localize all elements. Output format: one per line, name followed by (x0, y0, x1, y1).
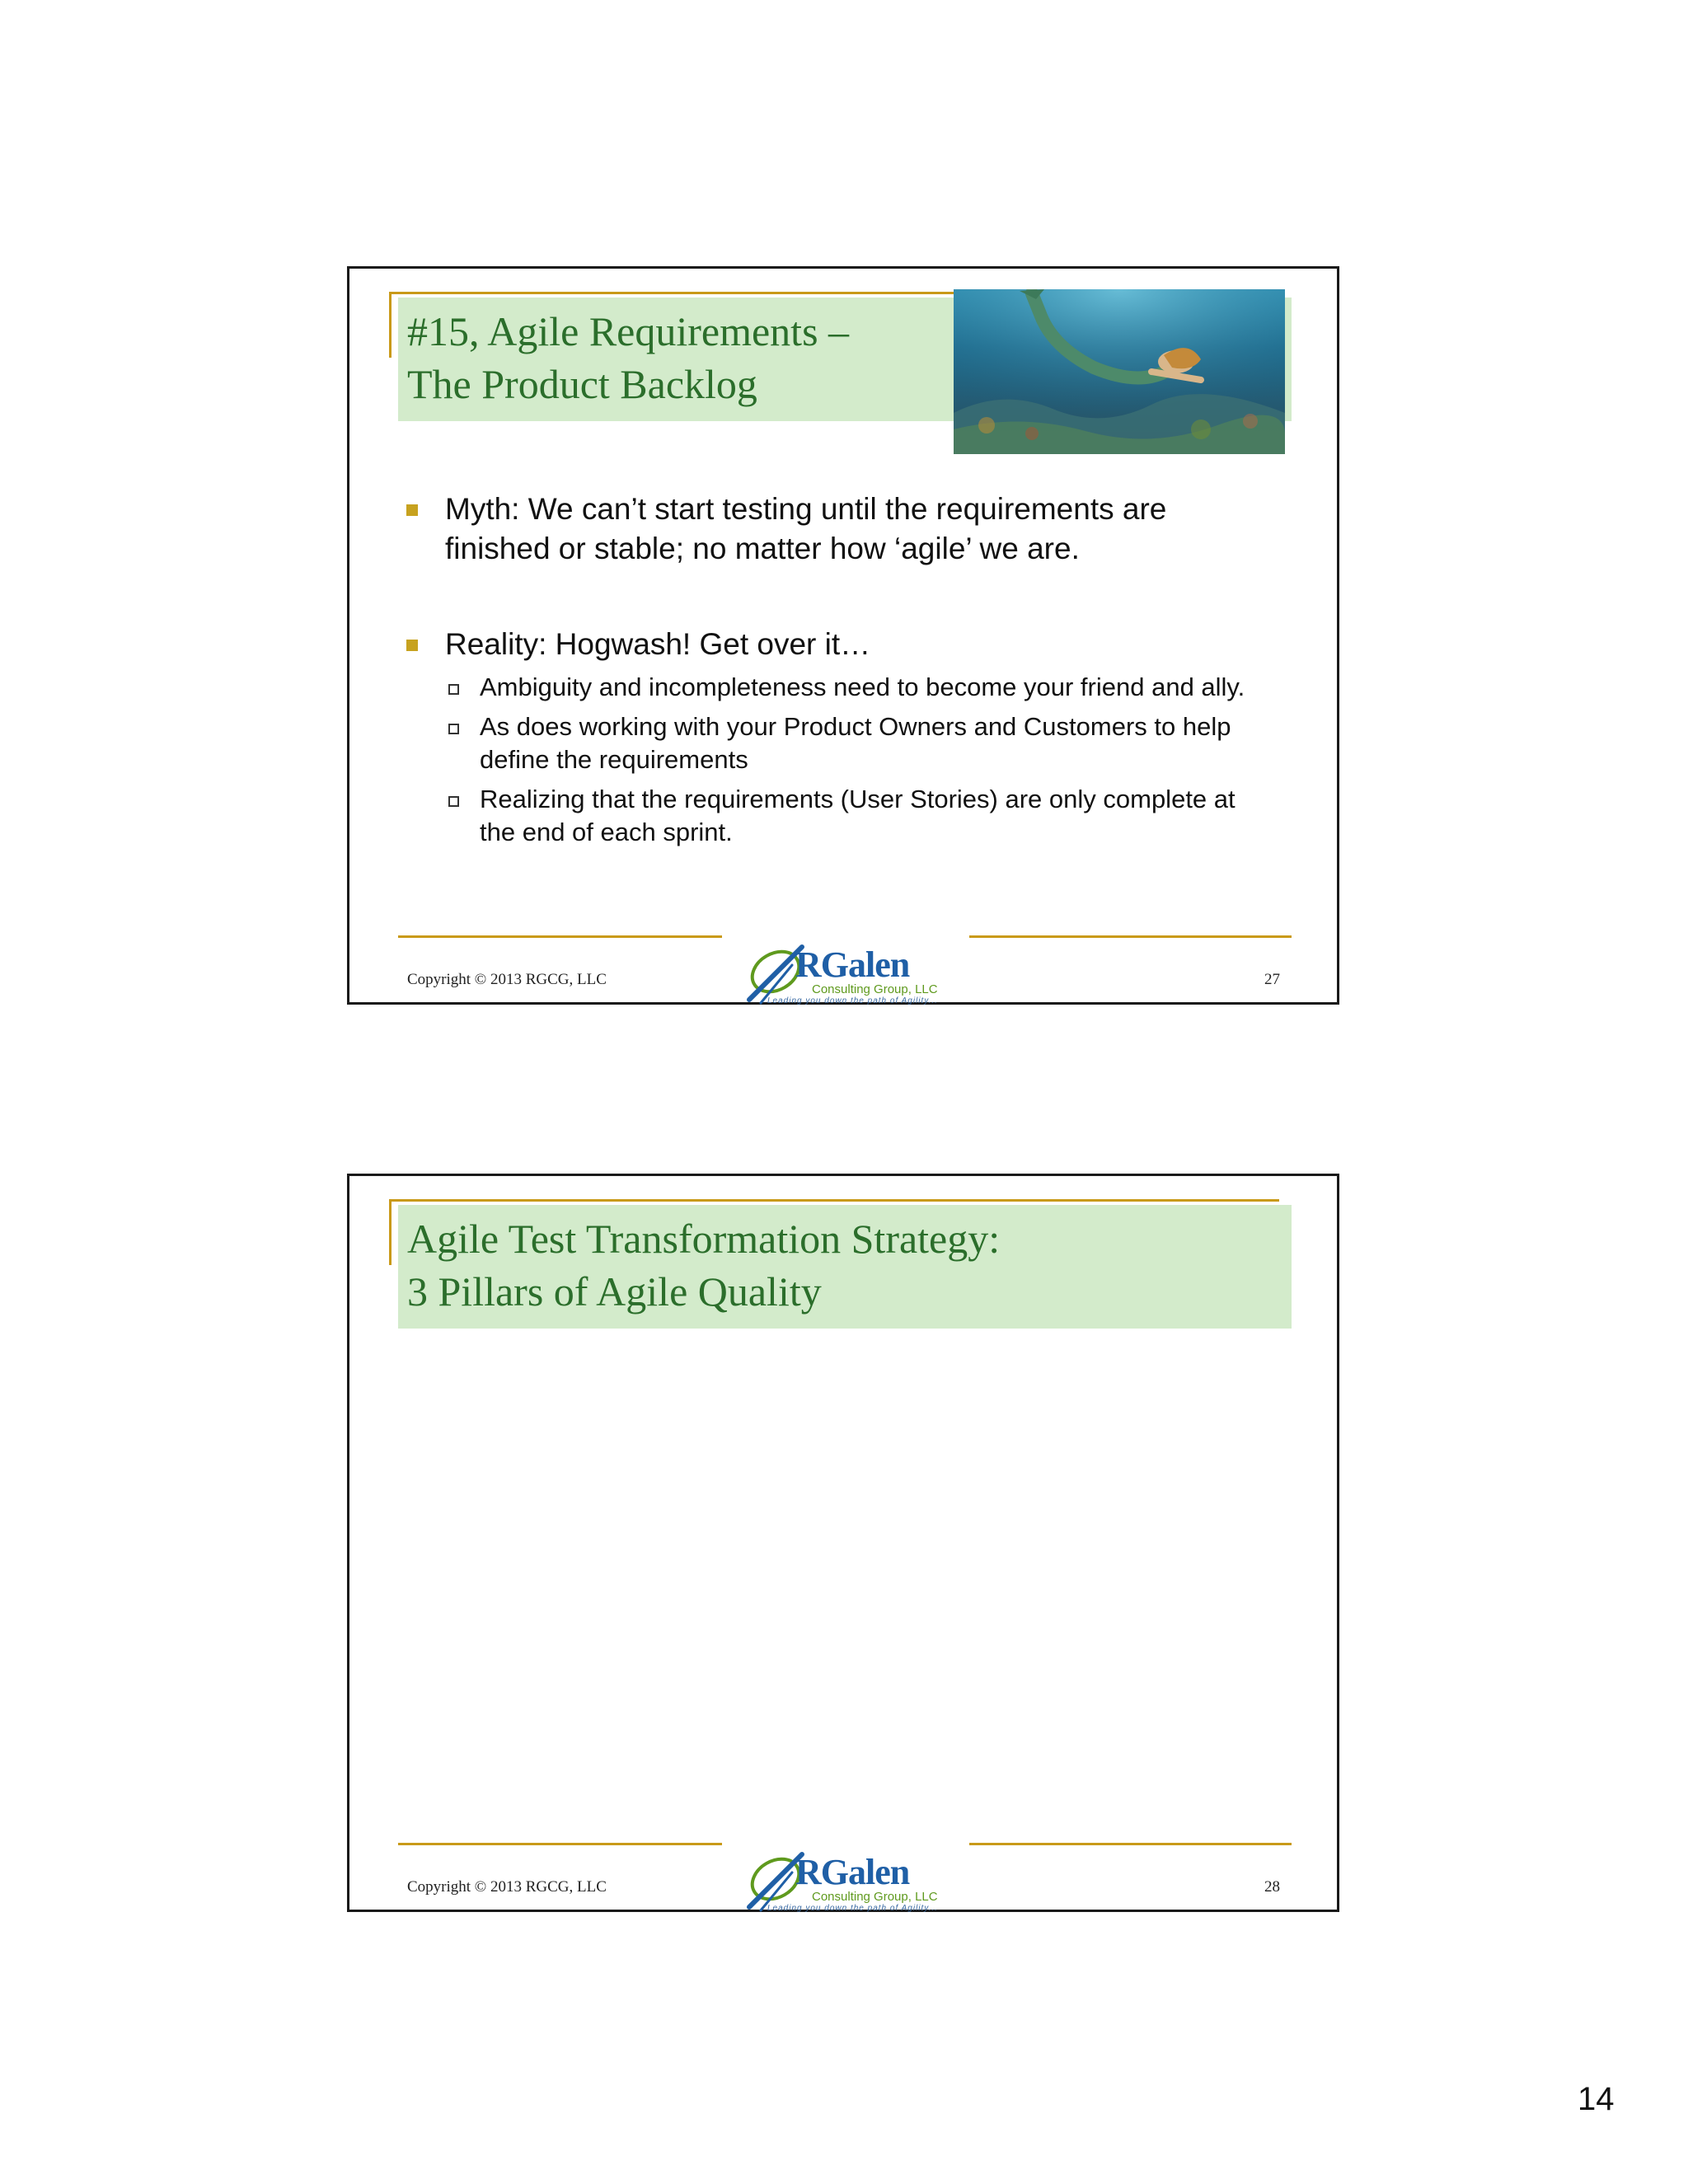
sub-list-item (402, 671, 1259, 704)
rgalen-logo (743, 942, 957, 1008)
list-item (402, 490, 1259, 569)
slide-27 (347, 266, 1339, 1005)
logo-subtitle: Consulting Group, LLC (812, 1890, 938, 1904)
footer-rule-right (969, 1843, 1292, 1845)
rgalen-logo (743, 1849, 957, 1915)
logo-subtitle: Consulting Group, LLC (812, 982, 938, 996)
slide-number: 28 (1264, 1878, 1280, 1896)
checkbox-bullet-icon (448, 684, 459, 695)
footer-rule-left (398, 935, 722, 938)
slide-number: 27 (1264, 971, 1280, 988)
copyright-text: Copyright © 2013 RGCG, LLC (407, 971, 607, 988)
logo-tagline: Leading you down the path of Agility... (767, 1904, 938, 1913)
slide-28 (347, 1174, 1339, 1912)
slide-title: Agile Test Transformation Strategy: 3 Pillars of Agile Quality (407, 1216, 1001, 1315)
bullet-text: Myth: We can’t start testing until the requirements are finished or stable; no matter how ‘agile’ we are. (445, 492, 1167, 565)
checkbox-bullet-icon (448, 724, 459, 734)
title-gold-rule (389, 1199, 1279, 1202)
sub-bullet-text: Realizing that the requirements (User Stories) are only complete at the end of each sprint. (480, 785, 1236, 846)
square-bullet-icon (406, 640, 418, 651)
mermaid-underwater-photo (954, 289, 1285, 454)
footer-rule-left (398, 1843, 722, 1845)
list-item (402, 625, 1259, 664)
title-gold-bracket (389, 1199, 392, 1265)
checkbox-bullet-icon (448, 796, 459, 807)
bullet-list (402, 490, 1259, 849)
logo-tagline: Leading you down the path of Agility... (767, 996, 938, 1005)
bullet-text: Reality: Hogwash! Get over it… (445, 627, 871, 661)
sub-bullet-text: Ambiguity and incompleteness need to become your friend and ally. (480, 673, 1245, 701)
footer-rule-right (969, 935, 1292, 938)
square-bullet-icon (406, 504, 418, 516)
sub-list-item (402, 710, 1259, 776)
document-page-number: 14 (1578, 2081, 1615, 2117)
title-gold-bracket (389, 292, 392, 358)
slide-title: #15, Agile Requirements – The Product Backlog (407, 308, 850, 407)
sub-list-item (402, 783, 1259, 849)
logo-name: RGalen (795, 944, 910, 985)
sub-bullet-text: As does working with your Product Owners and Customers to help define the requirements (480, 712, 1231, 774)
logo-name: RGalen (795, 1852, 910, 1892)
copyright-text: Copyright © 2013 RGCG, LLC (407, 1878, 607, 1896)
